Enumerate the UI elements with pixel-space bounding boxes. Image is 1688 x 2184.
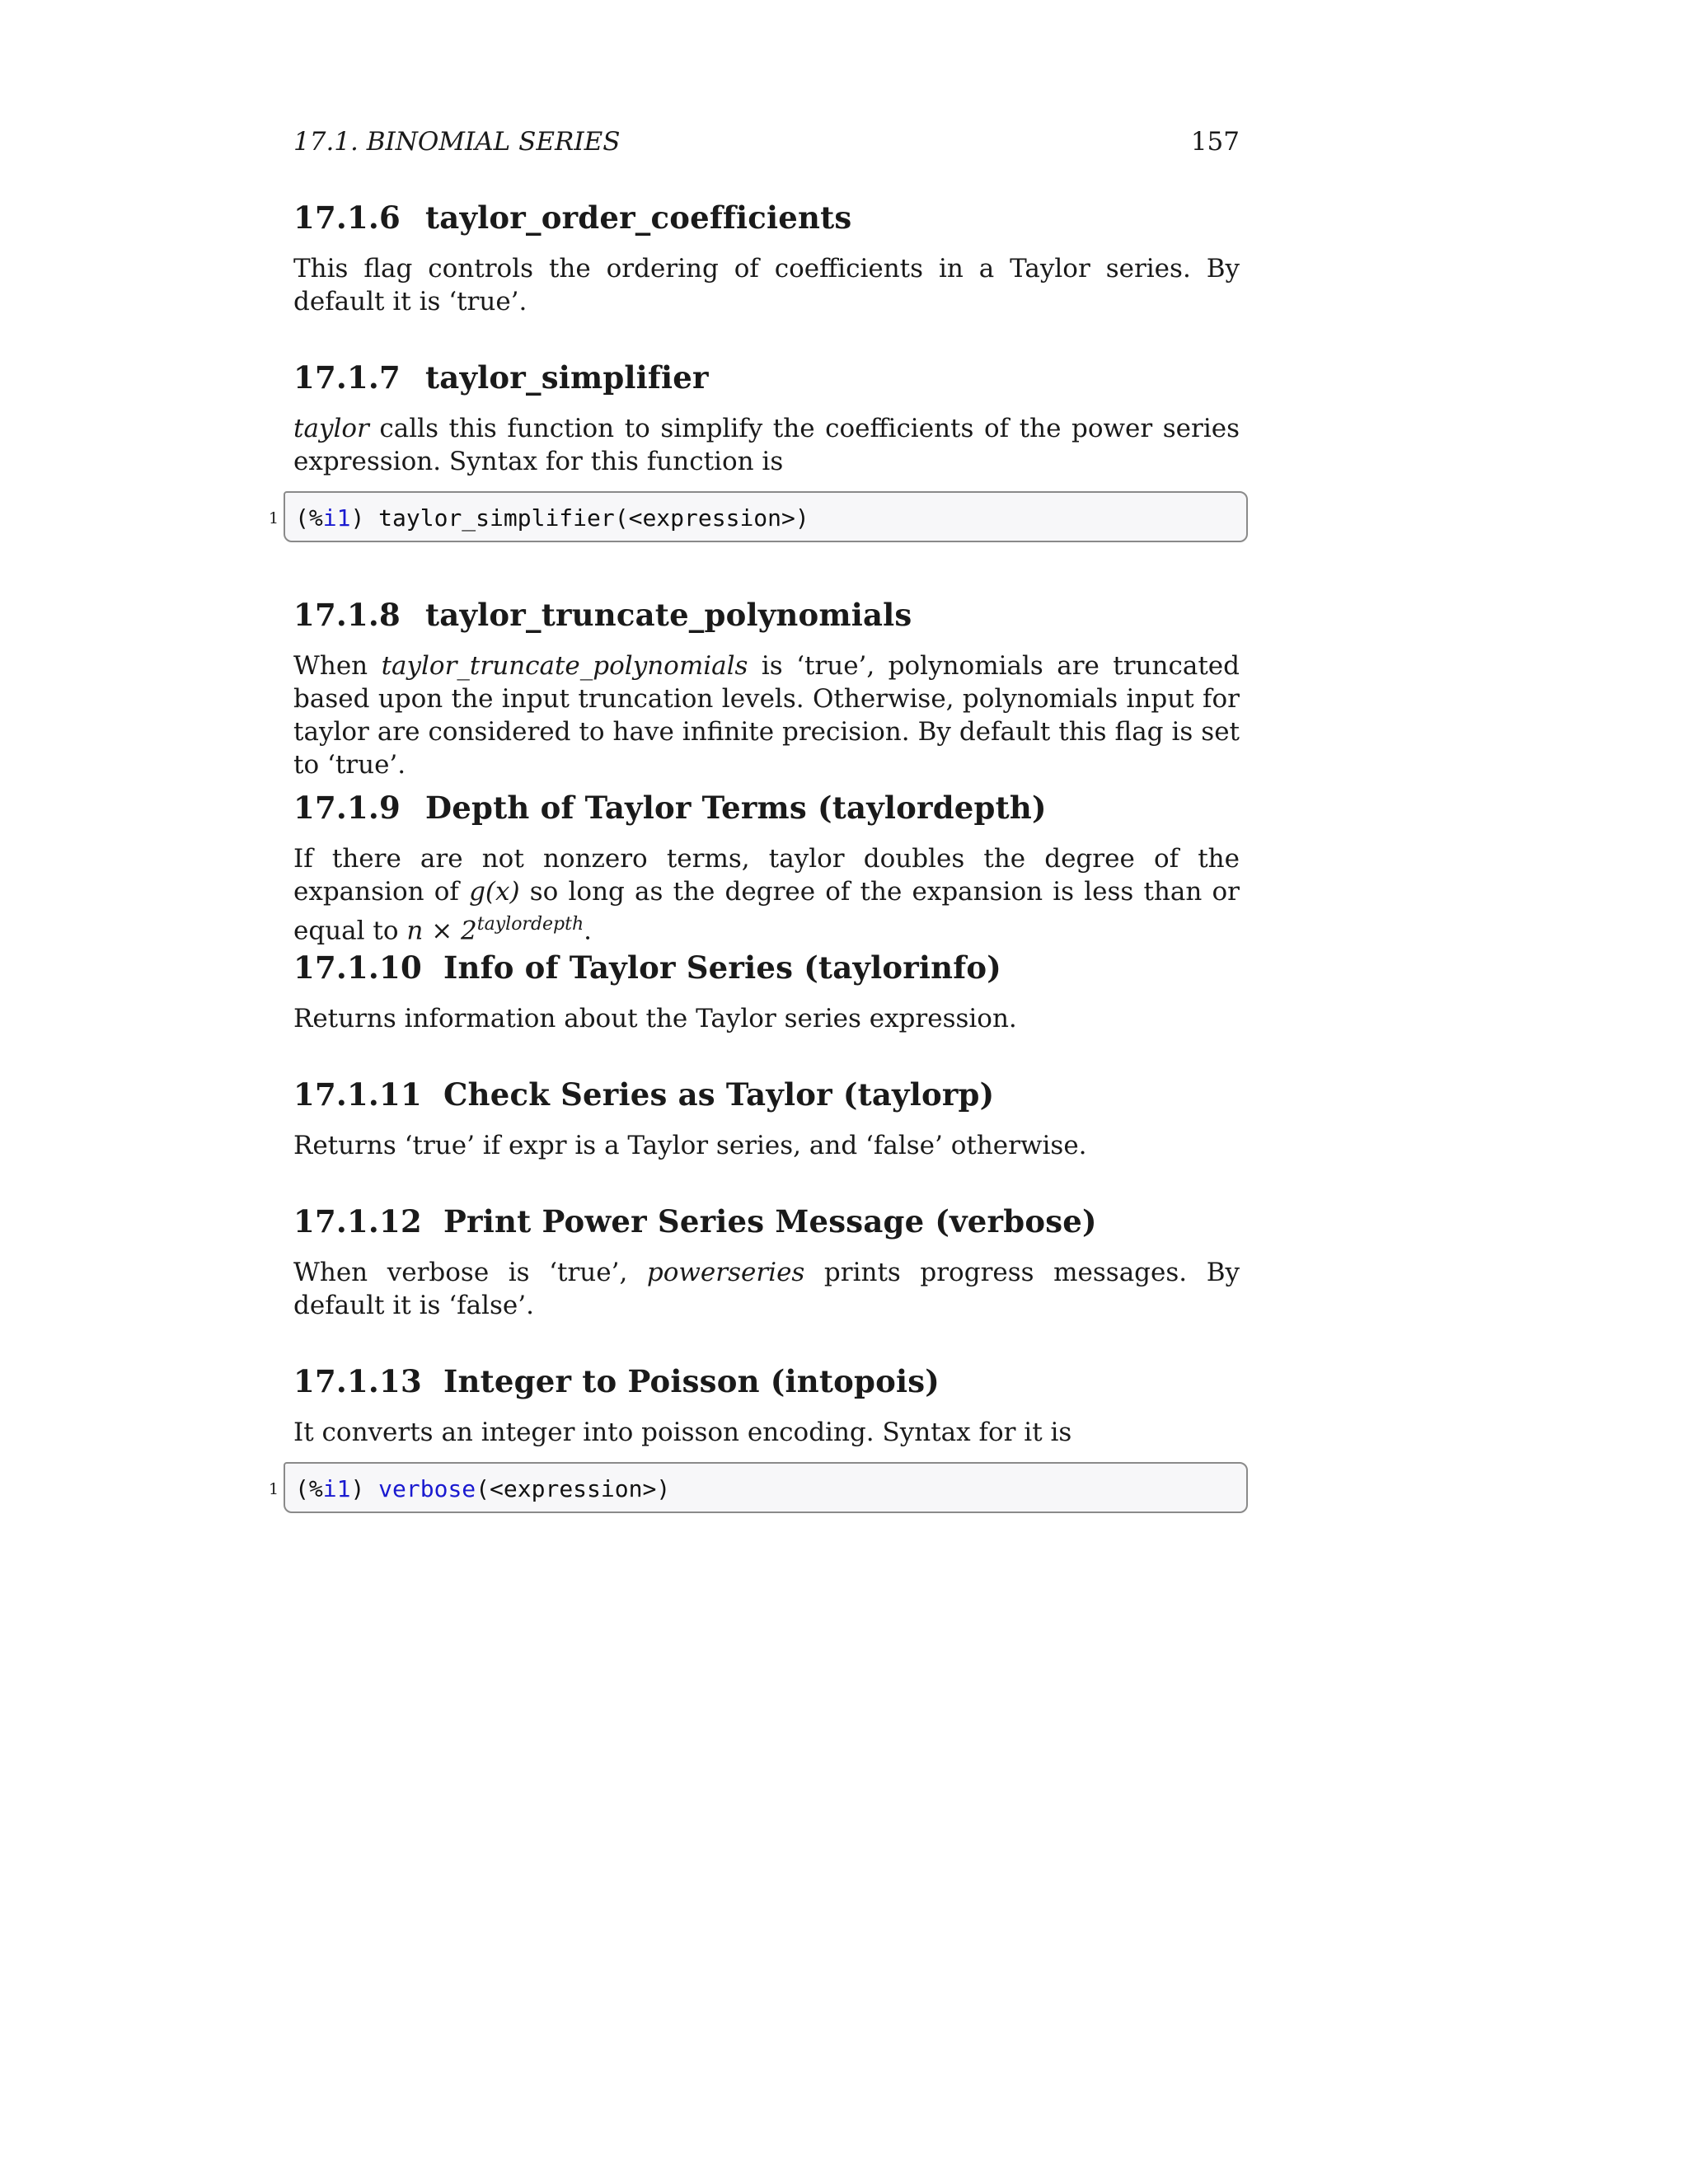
section-body: If there are not nonzero terms, taylor doubles the degree of the expansion of g(x) so long as the degree of the expansion is less than or equal to $n \times 2^{taylordepth}$. — [293, 844, 1240, 946]
running-header — [293, 127, 1240, 160]
math-n-times-2: n × 2 — [406, 916, 477, 946]
math-gx: g(x) — [469, 877, 520, 907]
section-17-1-9 — [293, 790, 1240, 947]
section-17-1-6 — [293, 199, 1240, 318]
section-heading: 17.1.6 taylor_order_coefficients — [293, 199, 852, 236]
section-body: When verbose is ‘true’, powerseries prints progress messages. By default it is ‘false’. — [293, 1258, 1240, 1320]
section-heading: 17.1.11 Check Series as Taylor (taylorp) — [293, 1076, 995, 1113]
section-body: When taylor_truncate_polynomials is ‘true’, polynomials are truncated based upon the input truncation levels. Otherwise, polynomials input for taylor are considered to have infinite precision. By default this flag is set to ‘true’. — [293, 651, 1240, 780]
section-heading: 17.1.13 Integer to Poisson (intopois) — [293, 1363, 940, 1399]
chapter-running-title: 17.1. BINOMIAL SERIES — [293, 127, 621, 157]
section-17-1-11 — [293, 1076, 1240, 1162]
math-exponent: taylordepth — [476, 914, 584, 935]
section-17-1-8 — [293, 597, 1240, 781]
section-17-1-12 — [293, 1203, 1240, 1322]
code-line-number: 1 — [269, 509, 279, 527]
code-block-verbose — [284, 1462, 1248, 1513]
section-heading: 17.1.8 taylor_truncate_polynomials — [293, 597, 912, 633]
code-line: (%i1) taylor_simplifier(<expression>) — [295, 504, 809, 532]
code-line: (%i1) verbose(<expression>) — [295, 1475, 671, 1502]
section-body: It converts an integer into poisson encoding. Syntax for it is — [293, 1418, 1072, 1447]
code-block-taylor-simplifier — [284, 491, 1248, 542]
page-number: 157 — [1190, 127, 1240, 157]
section-heading: 17.1.7 taylor_simplifier — [293, 359, 709, 396]
section-body: taylor calls this function to simplify the coefficients of the power series expression. Syntax for this function is — [293, 414, 1240, 476]
section-17-1-13 — [293, 1363, 1240, 1449]
section-body: Returns ‘true’ if expr is a Taylor series, and ‘false’ otherwise. — [293, 1131, 1087, 1160]
section-17-1-7 — [293, 359, 1240, 478]
section-17-1-10 — [293, 949, 1240, 1035]
section-heading: 17.1.9 Depth of Taylor Terms (taylordepth) — [293, 790, 1047, 826]
code-line-number: 1 — [269, 1480, 279, 1498]
section-body: Returns information about the Taylor series expression. — [293, 1004, 1017, 1033]
section-body: This flag controls the ordering of coefficients in a Taylor series. By default it is ‘true’. — [293, 254, 1240, 316]
section-heading: 17.1.12 Print Power Series Message (verbose) — [293, 1203, 1097, 1240]
section-heading: 17.1.10 Info of Taylor Series (taylorinfo) — [293, 949, 1001, 986]
